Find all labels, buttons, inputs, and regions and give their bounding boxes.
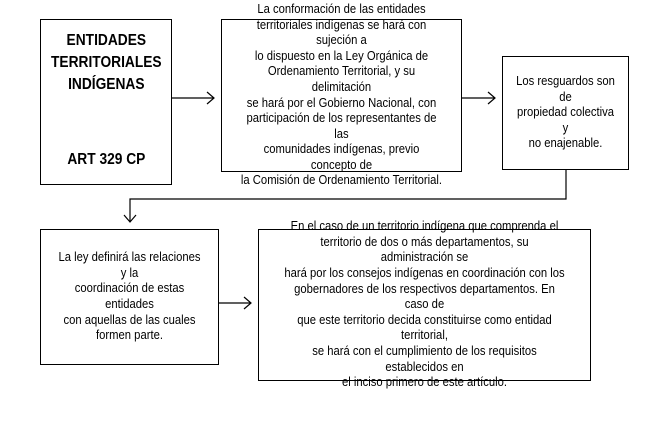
text-line: hará por los consejos indígenas en coordinación con los <box>284 266 565 281</box>
text-line: lo dispuesto en la Ley Orgánica de <box>254 48 429 63</box>
title-line: TERRITORIALES <box>50 54 162 71</box>
text-line: En el caso de un territorio indígena que comprenda el <box>290 219 559 234</box>
text-line: formen parte. <box>96 328 163 343</box>
text-line: se hará por el Gobierno Nacional, con <box>246 95 437 110</box>
text-line: con aquellas de las cuales <box>63 312 196 327</box>
text-line: territorio de dos o más departamentos, su administración se <box>320 234 529 265</box>
title-line: ENTIDADES <box>66 32 146 49</box>
text-line: participación de los representantes de las <box>246 111 437 141</box>
text-line: el inciso primero de este artículo. <box>341 375 508 390</box>
title-line: INDÍGENAS <box>67 76 145 93</box>
text-line: Los resguardos son de <box>516 74 615 104</box>
text-line: territoriales indígenas se hará con sujeción a <box>256 17 427 48</box>
arrow-resguardos-to-coordination <box>130 170 566 222</box>
text-line: gobernadores de los respectivos departamentos. En caso de <box>294 281 555 312</box>
article-reference: ART 329 CP <box>66 151 145 168</box>
text-line: Ordenamiento Territorial, y su delimitación <box>267 64 416 94</box>
text-line: coordinación de estas entidades <box>74 281 185 311</box>
text-line: la Comisión de Ordenamiento Territorial. <box>240 173 443 188</box>
text-line: no enajenable. <box>528 136 603 151</box>
text-line: propiedad colectiva y <box>517 105 614 135</box>
text-line: que este territorio decida constituirse como entidad territorial, <box>297 312 552 343</box>
text-line: La ley definirá las relaciones y la <box>58 250 201 280</box>
text-line: comunidades indígenas, previo concepto de <box>263 142 420 172</box>
text-line: La conformación de las entidades <box>257 1 426 16</box>
text-line: se hará con el cumplimiento de los requisitos establecidos en <box>312 343 537 374</box>
